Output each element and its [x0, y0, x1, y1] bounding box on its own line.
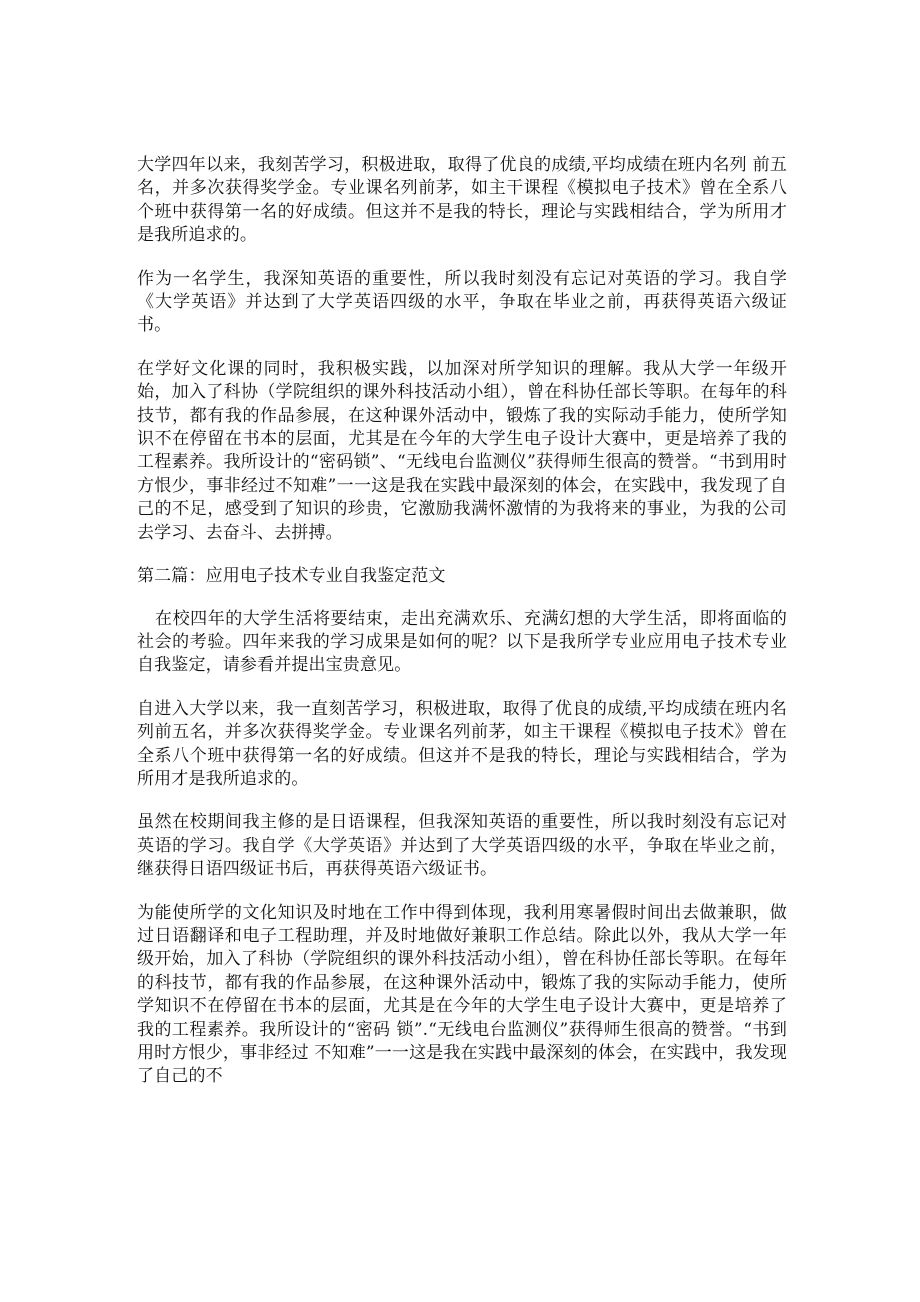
section-paragraph-2: 自进入大学以来，我一直刻苦学习，积极进取，取得了优良的成绩,平均成绩在班内名列前五名，并多次获得奖学金。专业课名列前茅，如主干课程《模拟电子技术》曾在全系八个班中获得第一名的好成绩。但这并不是我的特长，理论与实践相结合，学为所用才是我所追求的。 — [137, 698, 787, 789]
section-heading: 第二篇：应用电子技术专业自我鉴定范文 — [137, 566, 446, 587]
paragraph-3: 在学好文化课的同时，我积极实践，以加深对所学知识的理解。我从大学一年级开始，加入了科协（学院组织的课外科技活动小组），曾在科协任部长等职。在每年的科技节，都有我的作品参展，在这种课外活动中，锻炼了我的实际动手能力，使所学知识不在停留在书本的层面，尤其是在今年的大学生电子设计大赛中，更是培养了我的工程素养。我所设计的“密码锁”、“无线电台监测仪”获得师生很高的赞誉。“书到用时方恨少，事非经过不知难”一一这是我在实践中最深刻的体会，在实践中，我发现了自己的不足，感受到了知识的珍贵，它激励我满怀激情的为我将来的事业，为我的公司去学习、去奋斗、去拼搏。 — [137, 358, 787, 543]
paragraph-2: 作为一名学生，我深知英语的重要性，所以我时刻没有忘记对英语的学习。我自学《大学英语》并达到了大学英语四级的水平，争取在毕业之前，再获得英语六级证书。 — [137, 268, 787, 336]
document-body — [137, 154, 787, 1109]
section-paragraph-1: 在校四年的大学生活将要结束，走出充满欢乐、充满幻想的大学生活，即将面临的社会的考验。四年来我的学习成果是如何的呢？以下是我所学专业应用电子技术专业自我鉴定，请参看并提出宝贵意见。 — [137, 608, 787, 676]
section-paragraph-3: 虽然在校期间我主修的是日语课程，但我深知英语的重要性，所以我时刻没有忘记对英语的学习。我自学《大学英语》并达到了大学英语四级的水平，争取在毕业之前，继获得日语四级证书后，再获得英语六级证书。 — [137, 812, 787, 880]
section-paragraph-4: 为能使所学的文化知识及时地在工作中得到体现，我利用寒暑假时间出去做兼职，做过日语翻译和电子工程助理，并及时地做好兼职工作总结。除此以外，我从大学一年级开始，加入了科协（学院组织的课外科技活动小组），曾在科协任部长等职。在每年的科技节，都有我的作品参展，在这种课外活动中，锻炼了我的实际动手能力，使所学知识不在停留在书本的层面，尤其是在今年的大学生电子设计大赛中，更是培养了我的工程素养。我所设计的“密码 锁”.“无线电台监测仪”获得师生很高的赞誉。“书到用时方恨少，事非经过 不知难”一一这是我在实践中最深刻的体会，在实践中，我发现了自己的不 — [137, 902, 787, 1087]
paragraph-1: 大学四年以来，我刻苦学习，积极进取，取得了优良的成绩,平均成绩在班内名列 前五名，并多次获得奖学金。专业课名列前茅，如主干课程《模拟电子技术》曾在全系八个班中获得第一名的好成绩。但这并不是我的特长，理论与实践相结合，学为所用才是我所追求的。 — [137, 155, 787, 246]
